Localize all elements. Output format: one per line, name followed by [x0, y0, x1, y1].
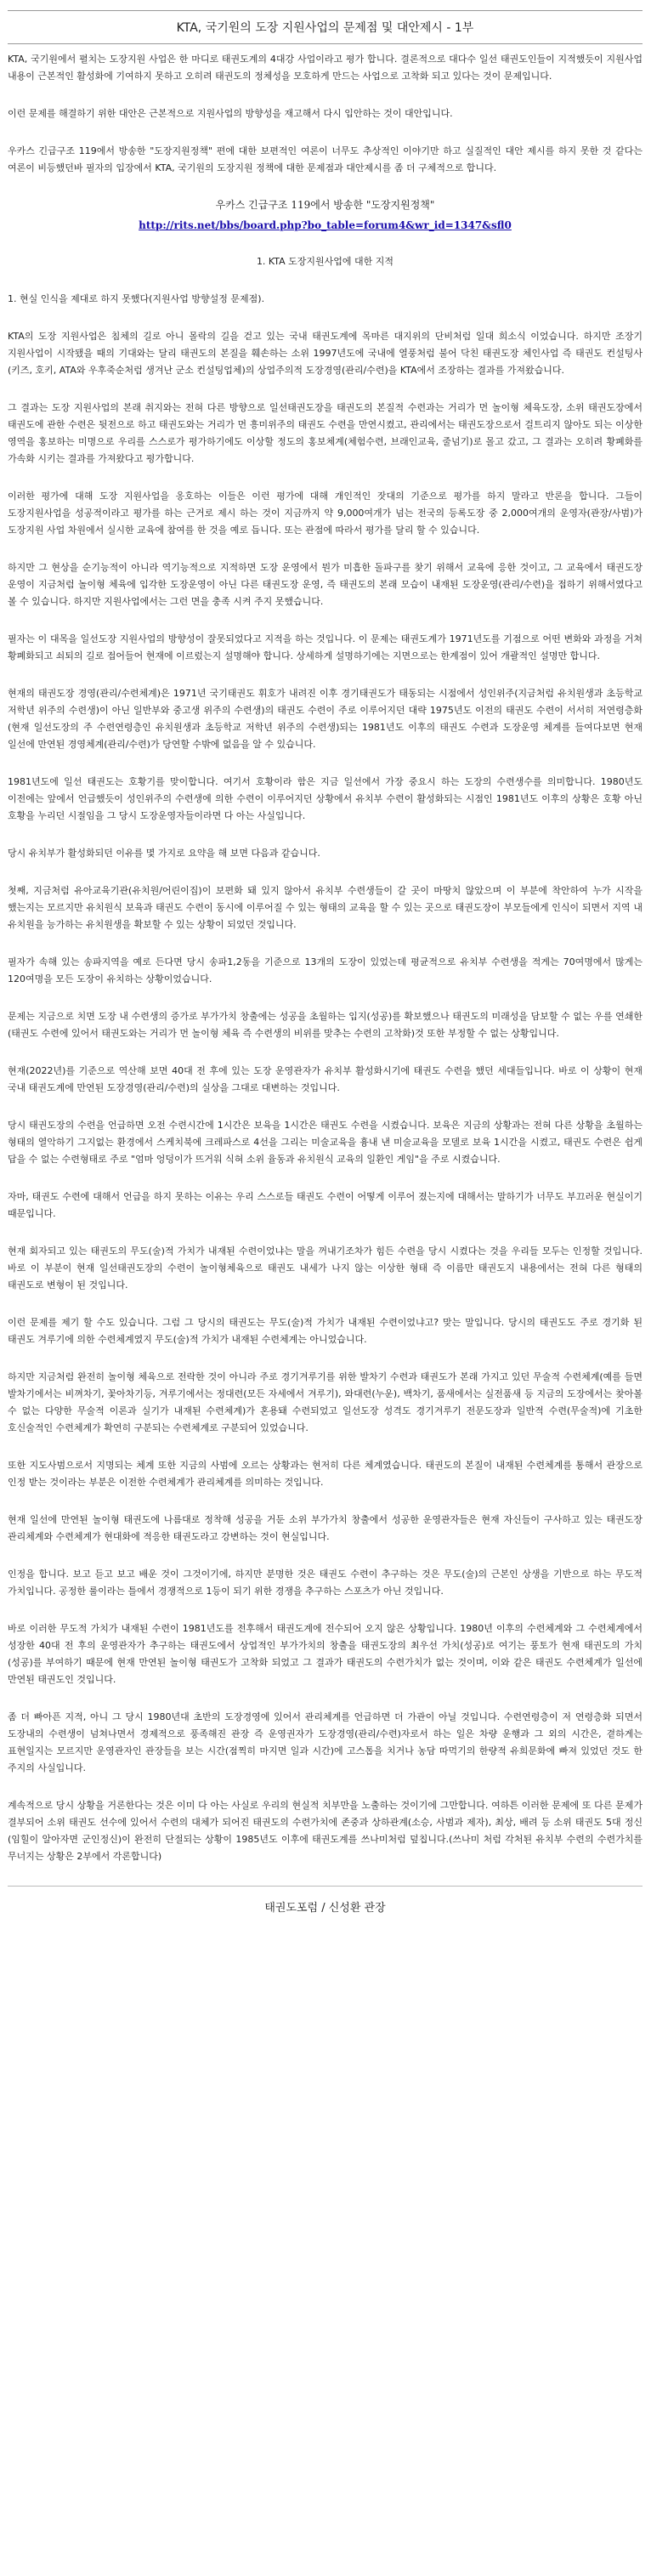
body-paragraph: 하지만 지금처럼 완전히 놀이형 체육으로 전락한 것이 아니라 주로 경기겨루기를 위한 발차기 수련과 태권도가 본래 가지고 있던 무술적 수련체계(예를 들면 발차기에서는 비껴차기, 꽃아차기등, 겨루기에서는 정대련(모든 자세에서 겨루기), 와대련(누운), 백차기, 품새에서는 실전품새 등 지금의 도장에서는 찾아볼 수 없는 다양한 무술적 이론과 실기가 내재된 수련체계)가 혼용돼 수련되었고 일선도장 성격도 경기겨루기 전문도장과 일반적 수련(무술적)에 기초한 호신술적인 수련체계가 확연히 구분되는 수련체계로 구분되어 있었습니다.	[8, 1371, 643, 1433]
body-paragraph: 이러한 평가에 대해 도장 지원사업을 옹호하는 이들은 이런 평가에 대해 개인적인 잣대의 기준으로 평가를 하지 말라고 반론을 합니다. 그들이 도장지원사업을 성공적이라고 평가를 하는 근거로 제시 하는 것이 지금까지 약 9,000여개가 넘는 전국의 등록도장 중 2,000여개의 운영자(관장/사범)가 도장지원 사업 차원에서 실시한 교육에 참여를 한 것을 예로 듭니다. 또는 관점에 따라서 평가를 달리 할 수 있습니다.	[8, 491, 643, 536]
body-paragraph: KTA의 도장 지원사업은 침체의 길로 아니 몰락의 길을 걷고 있는 국내 태권도계에 목마른 대지위의 단비처럼 일대 희소식 이었습니다. 하지만 조장기 지원사업이 시작됐을 때의 기대와는 달리 태권도의 본질을 훼손하는 소위 1997년도에 국내에 열풍처럼 불어 닥친 태권도장 체인사업 즉 태권도 컨설팅사(키즈, 호키, ATA와 우후죽순처럼 생겨난 군소 컨설팅업체)의 상업주의적 도장경영(관리/수련)을 KTA에서 조장하는 결과를 가져왔습니다.	[8, 331, 643, 376]
article-page	[0, 10, 651, 1915]
body-paragraph: 계속적으로 당시 상황을 거론한다는 것은 이미 다 아는 사실로 우리의 현실적 치부만을 노출하는 것이기에 그만합니다. 여하튼 이러한 문제에 또 다른 문제가 결부되어 소위 태권도 선수에 있어서 수련의 대체가 되어진 태권도의 수련가치에 존중과 상하관계(소승, 사범과 제자), 최상, 배려 등 소위 태권도 5대 정신(임힐이 알아자면 군인정신)이 완전히 단절되는 상황이 1985년도 이후에 태권도계를 쓰나미처럼 덮칩니다.(쓰나미 처럼 각처된 유치부 수련의 수련가치를 무너지는 상황은 2부에서 각론합니다)	[8, 1800, 643, 1862]
article-body	[8, 44, 643, 1915]
body-paragraph: 1981년도에 일선 태권도는 호황기를 맞이합니다. 여기서 호황이라 함은 지금 일선에서 가장 중요시 하는 도장의 수련생수를 의미합니다. 1980년도 이전에는 앞에서 언급했듯이 성인위주의 수련생에 의한 수련이 이루어지던 상황에서 유치부 수련이 활성화되는 시점인 1981년도 이후의 상황은 호황 아닌 호황을 누리던 시절임을 그 당시 도장운영자들이라면 다 아는 사실입니다.	[8, 776, 643, 821]
quote-link-row	[8, 218, 643, 233]
body-paragraph: 인정을 합니다. 보고 듣고 보고 배운 것이 그것이기에, 하지만 분명한 것은 태권도 수련이 추구하는 것은 무도(술)의 근본인 상생을 기반으로 하는 무도적 가치입니다. 공정한 룰이라는 틀에서 경쟁적으로 1등이 되기 위한 경쟁을 추구하는 스포츠가 아닌 것입니다.	[8, 1569, 643, 1597]
body-paragraph: 하지만 그 현상을 순기능적이 아니라 역기능적으로 지적하면 도장 운영에서 뭔가 미흡한 돌파구를 찾기 위해서 교육에 응한 것이고, 그 교육에서 태권도장 운영이 지금처럼 놀이형 체육에 입각한 도장운영이 아닌 다른 태권도장 운영, 즉 태권도의 본래 모습이 내재된 도장운영(관리/수련)을 접하기 위해서였다고 볼 수 있습니다. 하지만 지원사업에서는 그런 면을 충족 시켜 주지 못했습니다.	[8, 562, 643, 607]
body-paragraph: 좀 더 빠아픈 지적, 아니 그 당시 1980년대 초반의 도장경영에 있어서 관리체계를 언급하면 더 가관이 아닐 것입니다. 수련연령층이 저 연령층화 되면서 도장내의 수련생이 넘쳐나면서 경제적으로 풍족해진 관장 즉 운영권자가 도장경영(관리/수련)자로서 하는 일은 차량 운행과 그 외의 시간은, 곁하게는 표현일지는 모르지만 운영관자인 관장들을 보는 시간(점찍히 마지면 일과 시간)에 고스톱을 치거나 농담 따먹기의 한량적 유희문화에 빠져 있었던 것도 한 주지의 사실입니다.	[8, 1711, 643, 1773]
body-paragraph: 현재 회자되고 있는 태권도의 무도(술)적 가치가 내재된 수련이었냐는 말을 꺼내기조차가 힘든 수련을 당시 시켰다는 것을 우리들 모두는 인정할 것입니다. 바로 이 부분이 현재 일선태권도장의 수련이 놀이형체육으로 태권도 내세가 나지 않는 이상한 형태 즉 이름만 태권도지 내용에서는 전혀 다른 형태의 태권도로 변형이 된 것입니다.	[8, 1245, 643, 1291]
article-paragraphs	[8, 328, 643, 1865]
body-paragraph: 현재 일선에 만연된 놀이형 태권도에 나름대로 정착해 성공을 거둔 소위 부가가치 창출에서 성공한 운영관자들은 현재 자신들이 구사하고 있는 태권도장 관리체계와 수련체계가 현대화에 적응한 태권도라고 강변하는 것이 현실입니다.	[8, 1514, 643, 1542]
body-paragraph: 이런 문제를 제기 할 수도 있습니다. 그럼 그 당시의 태권도는 무도(술)적 가치가 내재된 수련이었냐고? 맞는 말입니다. 당시의 태권도도 주로 경기화 된 태권도 겨루기에 의한 수련체계였지 무도(술)적 가치가 내재된 수련체계는 아니었습니다.	[8, 1317, 643, 1345]
intro-paragraph: KTA, 국기원에서 펼치는 도장지원 사업은 한 마디로 태권도계의 4대강 사업이라고 평가 합니다. 결론적으로 대다수 일선 태권도인들이 지적했듯이 지원사업 내용이 근본적인 활성화에 기여하지 못하고 오히려 태권도의 정체성을 모호하게 만드는 사업으로 고착화 되고 있다는 것이 문제입니다.	[8, 54, 643, 82]
body-paragraph: 바로 이러한 무도적 가치가 내재된 수련이 1981년도를 전후해서 태권도계에 전수되어 오지 않은 상황입니다. 1980년 이후의 수련체계와 그 수련체계에서 성장한 40대 전 후의 운영관자가 추구하는 태권도에서 상업적인 부가가치의 창출을 태권도장의 최우선 가치(성공)로 여기는 풍토가 현재 태권도의 가치(성공)를 부여하기 때문에 현재 만연된 놀이형 태권도가 고착화 되었고 그 결과가 태권도의 수련가치가 없는 것이며, 이와 같은 태권도 수련체계가 일선에 만연된 태권도인 것입니다.	[8, 1623, 643, 1685]
article-title: KTA, 국기원의 도장 지원사업의 문제점 및 대안제시 - 1부	[176, 21, 474, 35]
body-paragraph: 자마, 태권도 수련에 대해서 언급을 하지 못하는 이유는 우리 스스로들 태권도 수련이 어떻게 이루어 졌는지에 대해서는 말하기가 너무도 부끄러운 현실이기 때문입니다.	[8, 1191, 643, 1219]
body-paragraph: 현재(2022년)를 기준으로 역산해 보면 40대 전 후에 있는 도장 운영관자가 유치부 활성화시기에 태권도 수련을 했던 세대들입니다. 바로 이 상황이 현재 국내 태권도계에 만연된 도장경영(관리/수련)의 실상을 그대로 대변하는 것입니다.	[8, 1065, 643, 1093]
body-paragraph: 필자는 이 대목을 일선도장 지원사업의 방향성이 잘못되었다고 지적을 하는 것입니다. 이 문제는 태권도계가 1971년도를 기점으로 어떤 변화와 과정을 거쳐 황폐화되고 쇠퇴의 길로 접어들어 현재에 이르렀는지 설명해야 합니다. 상세하게 설명하기에는 지면으로는 한계점이 있어 개괄적인 설명만 합니다.	[8, 633, 643, 661]
section-subheading: 1. 현실 인식을 제대로 하지 못했다(지원사업 방향설정 문제점).	[8, 293, 265, 304]
author-signature: 태권도포럼 / 신성환 관장	[8, 1886, 643, 1915]
body-paragraph: 당시 유치부가 활성화되던 이유를 몇 가지로 요약을 해 보면 다음과 같습니다.	[8, 848, 320, 859]
body-paragraph: 문제는 지금으로 치면 도장 내 수련생의 증가로 부가가치 창출에는 성공을 초월하는 입지(성공)를 확보했으나 태권도의 미래성을 담보할 수 없는 우를 연쇄한(태권도 수련에 있어서 태권도와는 거리가 먼 놀이형 체육 즉 수련생의 비위를 맞추는 수련의 고착화)것 또한 부정할 수 없는 상황입니다.	[8, 1011, 643, 1039]
quote-caption: 우카스 긴급구조 119에서 방송한 "도장지원정책"	[215, 199, 435, 211]
body-paragraph: 당시 태권도장의 수련을 언급하면 오전 수련시간에 1시간은 보육을 1시간은 태권도 수련을 시켰습니다. 보육은 지금의 상황과는 전혀 다른 상황을 초월하는 형태의 열악하기 그지없는 환경에서 스케치북에 크레파스로 4선을 그리는 미술교육을 흉내 낸 미술교육을 모델로 보육 1시간을 시켰고, 태권도 수련은 쉽게 답을 수 없는 수련형태로 주로 "엄마 엉덩이가 뜨거워 식혀 소위 율동과 유치원식 교육의 일환인 게임"을 주로 시켰습니다.	[8, 1120, 643, 1165]
intro-paragraph: 이런 문제를 해결하기 위한 대안은 근본적으로 지원사업의 방향성을 재고해서 다시 입안하는 것이 대안입니다.	[8, 108, 453, 119]
article-title-bar	[8, 10, 643, 44]
body-paragraph: 필자가 속해 있는 송파지역을 예로 든다면 당시 송파1,2동을 기준으로 13개의 도장이 있었는데 평균적으로 유치부 수련생을 적게는 70여명에서 많게는 120여명을 모든 도장이 유치하는 상황이었습니다.	[8, 956, 643, 984]
source-link[interactable]: http://rits.net/bbs/board.php?bo_table=forum4&wr_id=1347&sfl0	[139, 219, 512, 231]
body-paragraph: 첫째, 지금처럼 유아교육기관(유치원/어린이집)이 보편화 돼 있지 않아서 유치부 수련생들이 갈 곳이 마땅치 않았으며 이 부분에 착안하여 누가 시작을 했는지는 모르지만 유치원식 보육과 태권도 수련이 동시에 이루어질 수 있는 형태의 교육을 할 수 있는 곳으로 태권도장이 부모들에게 인식이 되면서 지역 내 유치원을 능가하는 유치원생을 확보할 수 있는 상황이 되었던 것입니다.	[8, 885, 643, 930]
intro-paragraph: 우카스 긴급구조 119에서 방송한 "도장지원정책" 편에 대한 보편적인 여론이 너무도 추상적인 이야기만 하고 실질적인 대안 제시를 하지 못한 것 같다는 여론이 비등했던바 필자의 입장에서 KTA, 국기원의 도장지원 정책에 대한 문제점과 대안제시를 좀 더 구체적으로 합니다.	[8, 145, 643, 173]
body-paragraph: 또한 지도사범으로서 지명되는 체계 또한 지금의 사범에 오르는 상황과는 현저히 다른 체계였습니다. 태권도의 본질이 내재된 수련체계를 통해서 관장으로 인정 받는 것이라는 부분은 이전한 수련체계가 관리체계를 의미하는 것입니다.	[8, 1460, 643, 1488]
body-paragraph: 그 결과는 도장 지원사업의 본래 취지와는 전혀 다른 방향으로 일선태권도장을 태권도의 본질적 수련과는 거리가 먼 놀이형 체육도장, 소위 태권도장에서 태권도에 관한 수련은 뒷전으로 하고 태권도와는 거리가 먼 흥미위주의 태권도 수련을 만연시켰고, 관리에서는 태권도장으로서 걸트리지 않아도 되는 이상한 영역을 홍보하는 미명으로 우리를 스스로가 평가하기에도 이상할 정도의 홍보체계(체험수련, 브래인교육, 줄넘기)로 몰고 갔고, 그 결과는 오히려 황폐화를 가속화 시키는 결과를 가져왔다고 평가합니다.	[8, 402, 643, 464]
body-paragraph: 현재의 태권도장 경영(관리/수련체계)은 1971년 국기태권도 휘호가 내려진 이후 경기태권도가 태동되는 시점에서 성인위주(지금처럼 유치원생과 초등학교 저학년 위주의 수련생)이 아닌 일반부와 중고생 위주의 수련생)의 태권도 수련이 주로 이루어지던 대략 1975년도 이전의 태권도 수련이 서서히 저연령층화(현재 일선도장의 주 수련연령층인 유치원생과 초등학교 저학년 위주의 수련생)되는 1981년도 이후의 태권도 수련과 도장운영 체계를 들여다보면 현재 일선에 만연된 경영체계(관리/수련)가 당연할 수밖에 없음을 알 수 있습니다.	[8, 688, 643, 750]
section-heading: 1. KTA 도장지원사업에 대한 지적	[256, 256, 394, 267]
